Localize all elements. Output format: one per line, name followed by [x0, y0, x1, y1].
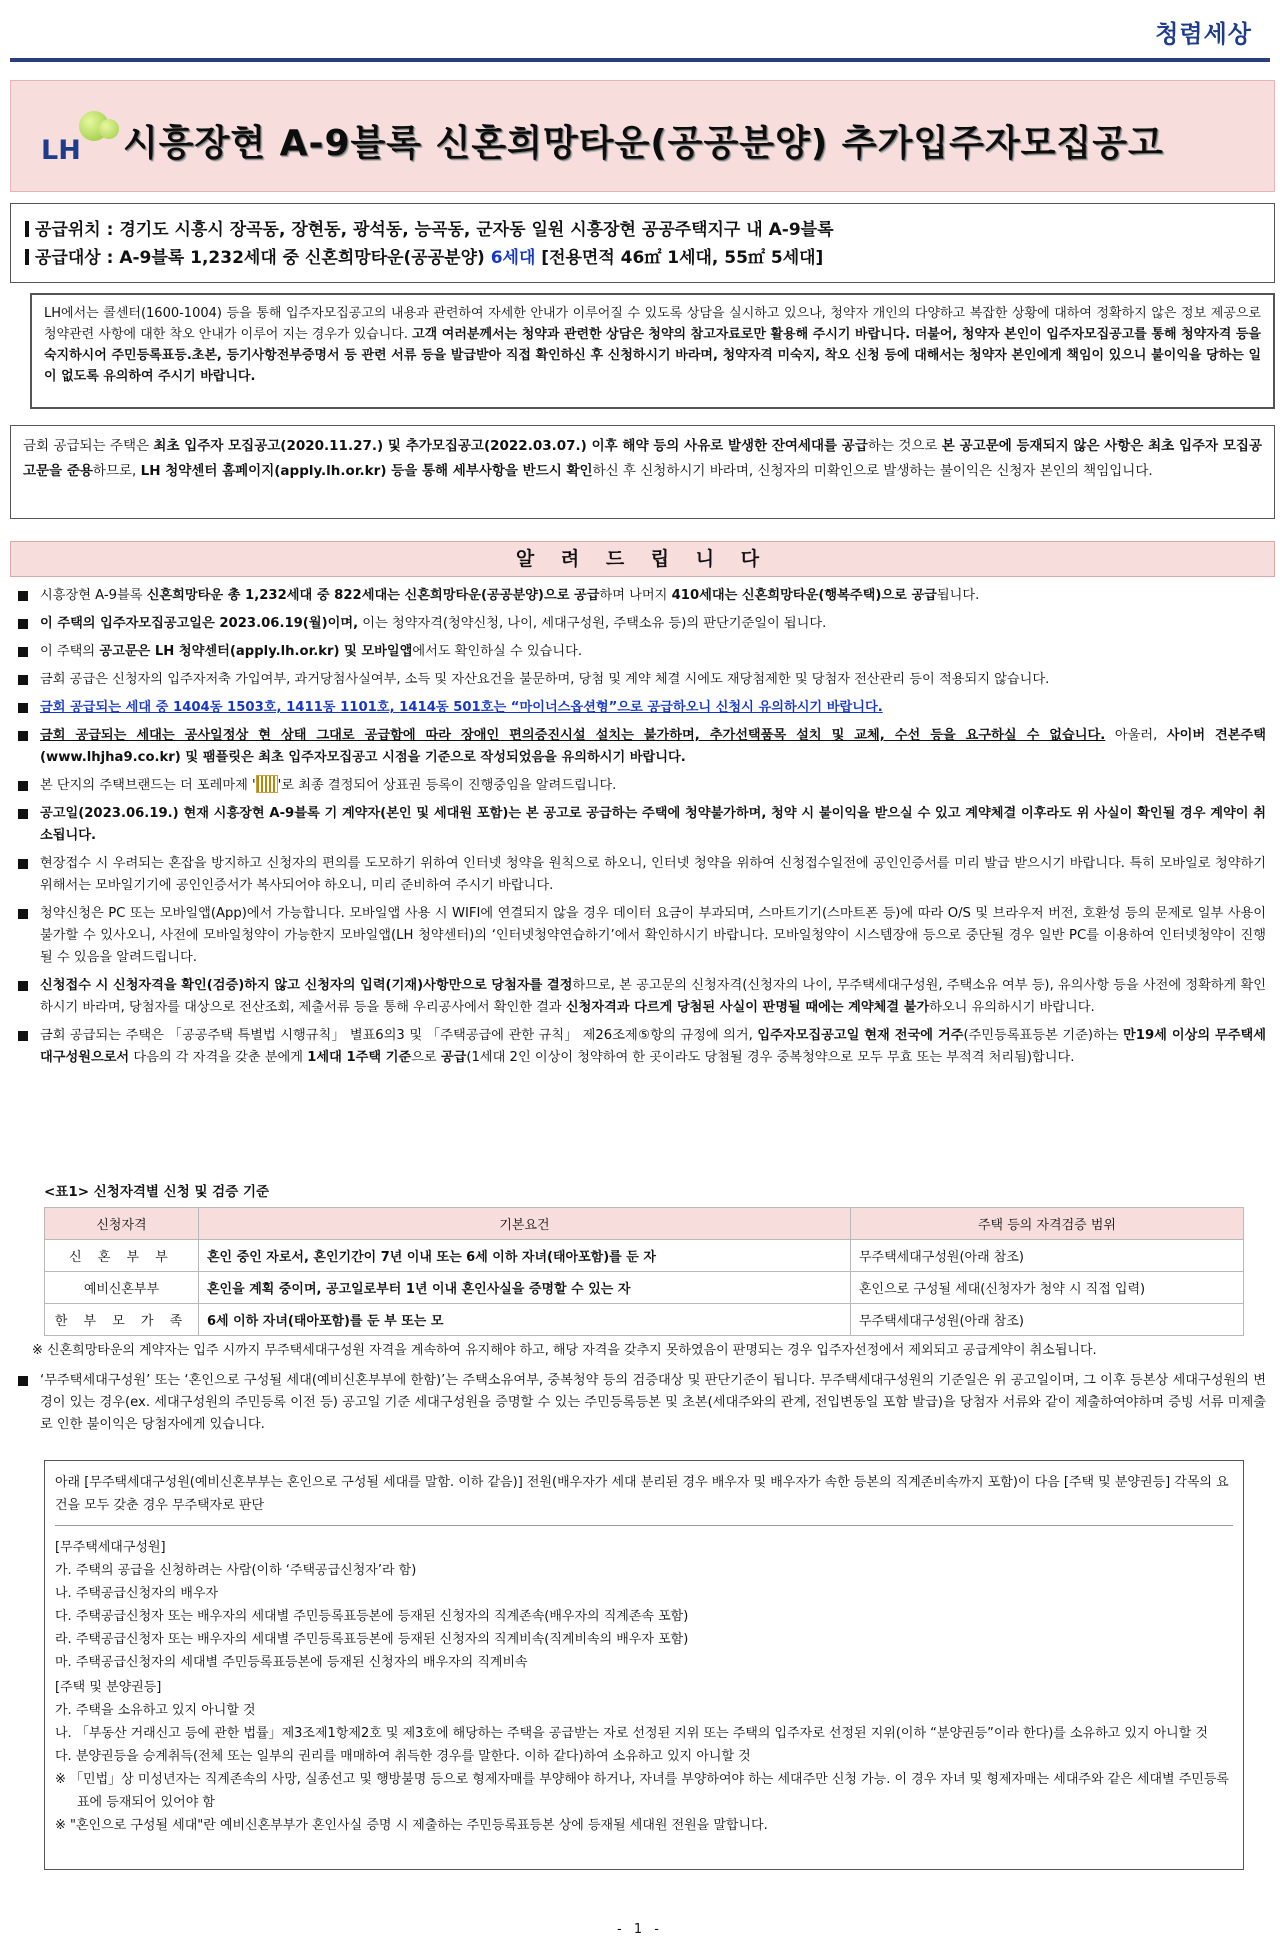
table-header: 주택 등의 자격검증 범위: [851, 1208, 1244, 1240]
list-item: 나. 「부동산 거래신고 등에 관한 법률」제3조제1항제2호 및 제3호에 해당하는 주택을 공급받는 자로 선정된 지위 또는 주택의 입주자로 선정된 지위(이하 “분양권등”이라 한다)를 소유하고 있지 아니할 것: [55, 1726, 1208, 1741]
list-item: 이 주택의 공고문은 LH 청약센터(apply.lh.or.kr) 및 모바일앱에서도 확인하실 수 있습니다.: [16, 641, 1266, 663]
table-header-row: [45, 1208, 1244, 1240]
list-item: ‘무주택세대구성원’ 또는 ‘혼인으로 구성될 세대(예비신혼부부에 한함)’는 주택소유여부, 중복청약 등의 검증대상 및 판단기준이 됩니다. 무주택세대구성원의 기준일은 위 공고일이며, 그 이후 등본상 세대구성원의 변경이 있는 경우(ex. 세대구성원의 주민등록 이전 등) 공고일 기준 세대구성원을 증명할 수 있는 주민등록등본 및 초본(세대주와의 관계, 전입변동일 포함 발급)을 당첨자 서류와 같이 제출하여야하며 증빙 서류 미제출로 인한 불이익은 당첨자에게 있습니다.: [16, 1370, 1266, 1436]
list-item: 현장접수 시 우려되는 혼잡을 방지하고 신청자의 편의를 도모하기 위하여 인터넷 청약을 원칙으로 하오니, 인터넷 청약을 위하여 신청접수일전에 공인인증서를 미리 발급 받으시기 바랍니다. 특히 모바일로 청약하기 위해서는 모바일기기에 공인인증서가 복사되어야 하오니, 미리 준비하여 주시기 바랍니다.: [16, 853, 1266, 897]
table-cell: 무주택세대구성원(아래 참조): [851, 1304, 1244, 1336]
list-item: 다. 분양권등을 승계취득(전체 또는 일부의 권리를 매매하여 취득한 경우를 말한다. 이하 같다)하여 소유하고 있지 아니할 것: [55, 1749, 751, 1764]
table-cell: 혼인으로 구성될 세대(신청자가 청약 시 직접 입력): [851, 1272, 1244, 1304]
table-cell: 한 부 모 가 족: [45, 1304, 199, 1336]
square-bullet-icon: [18, 675, 28, 685]
brand-logo-icon: [256, 775, 278, 793]
list-item: 시흥장현 A-9블록 신혼희망타운 총 1,232세대 중 822세대는 신혼희망타운(공공분양)으로 공급하며 나머지 410세대는 신혼희망타운(행복주택)으로 공급됩니다.: [16, 585, 1266, 607]
list-item: 가. 주택의 공급을 신청하려는 사람(이하 ‘주택공급신청자’라 함): [55, 1563, 417, 1578]
list-item-minus-option: 금회 공급되는 세대 중 1404동 1503호, 1411동 1101호, 1414동 501호는 “마이너스옵션형”으로 공급하오니 신청시 유의하시기 바랍니다.: [16, 697, 1266, 719]
list-item: 라. 주택공급신청자 또는 배우자의 세대별 주민등록표등본에 등재된 신청자의 직계비속(직계비속의 배우자 포함): [55, 1632, 689, 1647]
list-item: 본 단지의 주택브랜드는 더 포레마제 ' '로 최종 결정되어 상표권 등록이 진행중임을 알려드립니다.: [16, 775, 1266, 797]
lh-logo-leaf-small-icon: [99, 119, 119, 139]
table-header: 신청자격: [45, 1208, 199, 1240]
bullet-bar-icon: [25, 249, 29, 265]
list-item: 나. 주택공급신청자의 배우자: [55, 1586, 219, 1601]
announcement-heading: 알 려 드 립 니 다: [10, 541, 1275, 577]
table-cell: 6세 이하 자녀(태아포함)를 둔 부 또는 모: [199, 1304, 851, 1336]
table-row: [45, 1240, 1244, 1272]
table-header: 기본요건: [199, 1208, 851, 1240]
announcement-list: [16, 585, 1266, 1075]
footnote: ※ "혼인으로 구성될 세대"란 예비신혼부부가 혼인사실 증명 시 제출하는 주민등록표등본 상에 등재될 세대원 전원을 말합니다.: [55, 1818, 768, 1833]
page-title: 시흥장현 A-9블록 신혼희망타운(공공분양) 추가입주자모집공고: [123, 123, 1164, 164]
list-item: 금회 공급은 신청자의 입주자저축 가입여부, 과거당첨사실여부, 소득 및 자산요건을 불문하며, 당첨 및 계약 체결 시에도 재당첨제한 및 당첨자 전산관리 등이 적용되지 않습니다.: [16, 669, 1266, 691]
square-bullet-icon: [18, 647, 28, 657]
footnote: ※ 「민법」상 미성년자는 직계존속의 사망, 실종선고 및 행방불명 등으로 형제자매를 부양해야 하거나, 자녀를 부양하여야 하는 세대주만 신청 가능. 이 경우 자녀 및 형제자매는 세대주와 같은 세대별 주민등록표에 등재되어 있어야 함: [55, 1772, 1229, 1810]
list-item: 신청접수 시 신청자격을 확인(검증)하지 않고 신청자의 입력(기재)사항만으로 당첨자를 결정하므로, 본 공고문의 신청자격(신청자의 나이, 무주택세대구성원, 주택소유 여부 등), 유의사항 등을 사전에 정확하게 확인하시기 바라며, 당첨자를 대상으로 전산조회, 제출서류 등을 통해 우리공사에서 확인한 결과 신청자격과 다르게 당첨된 사실이 판명될 때에는 계약체결 불가하오니 유의하시기 바랍니다.: [16, 975, 1266, 1019]
square-bullet-icon: [18, 1376, 28, 1386]
page-number: - 1 -: [617, 1922, 663, 1937]
square-bullet-icon: [18, 1031, 28, 1041]
consultation-notice: LH에서는 콜센터(1600-1004) 등을 통해 입주자모집공고의 내용과 관련하여 자세한 안내가 이루어질 수 있도록 상담을 실시하고 있으나, 청약자 개인의 다양하고 복잡한 상황에 대하여 정확하지 않은 정보 제공으로 청약관련 사항에 대한 착오 안내가 이루어 지는 경우가 있습니다. 고객 여러분께서는 청약과 관련한 상담은 청약의 참고자료로만 활용해 주시기 바랍니다. 더불어, 청약자 본인이 입주자모집공고를 통해 청약자격 등을 숙지하시어 주민등록표등.초본, 등기사항전부증명서 등 관련 서류 등을 발급받아 직접 확인하신 후 신청하시기 바라며, 청약자격 미숙지, 착오 신청 등에 대해서는 청약자 본인에게 책임이 있으니 불이익을 당하는 일이 없도록 유의하여 주시기 바랍니다.: [30, 293, 1275, 409]
table-row: [45, 1272, 1244, 1304]
square-bullet-icon: [18, 909, 28, 919]
remaining-units-notice: 금회 공급되는 주택은 최초 입주자 모집공고(2020.11.27.) 및 추가모집공고(2022.03.07.) 이후 해약 등의 사유로 발생한 잔여세대를 공급하는 것으로 본 공고문에 등재되지 않은 사항은 최초 입주자 모집공고문을 준용하므로, LH 청약센터 홈페이지(apply.lh.or.kr) 등을 통해 세부사항을 반드시 확인하신 후 신청하시기 바라며, 신청자의 미확인으로 발생하는 불이익은 신청자 본인의 책임입니다.: [10, 425, 1275, 519]
header-rule: [10, 58, 1270, 62]
section-heading: [무주택세대구성원]: [55, 1540, 166, 1555]
list-item: 공고일(2023.06.19.) 현재 시흥장현 A-9블록 기 계약자(본인 및 세대원 포함)는 본 공고로 공급하는 주택에 청약불가하며, 청약 시 불이익을 받으실 수 있고 계약체결 이후라도 위 사실이 확인될 경우 계약이 취소됩니다.: [16, 803, 1266, 847]
bullet-bar-icon: [25, 221, 29, 237]
table-cell: 신 혼 부 부: [45, 1240, 199, 1272]
lh-logo: [41, 109, 119, 169]
square-bullet-icon: [18, 809, 28, 819]
square-bullet-icon: [18, 731, 28, 741]
list-item: 마. 주택공급신청자의 세대별 주민등록표등본에 등재된 신청자의 배우자의 직계비속: [55, 1655, 528, 1670]
supply-location: 공급위치 : 경기도 시흥시 장곡동, 장현동, 광석동, 능곡동, 군자동 일원 시흥장현 공공주택지구 내 A-9블록: [25, 216, 1260, 244]
title-banner: [10, 80, 1275, 192]
table-title: <표1> 신청자격별 신청 및 검증 기준: [44, 1184, 270, 1200]
square-bullet-icon: [18, 981, 28, 991]
contract-holder-note: ※ 신혼희망타운의 계약자는 입주 시까지 무주택세대구성원 자격을 계속하여 유지해야 하고, 해당 자격을 갖추지 못하였음이 판명되는 경우 입주자선정에서 제외되고 공급계약이 취소됩니다.: [32, 1343, 1097, 1358]
square-bullet-icon: [18, 859, 28, 869]
homeless-definition-box: [44, 1460, 1244, 1870]
list-item: 금회 공급되는 주택은 「공공주택 특별법 시행규칙」 별표6의3 및 「주택공급에 관한 규칙」 제26조제⑤항의 규정에 의거, 입주자모집공고일 현재 전국에 거주(주민등록표등본 기준)하는 만19세 이상의 무주택세대구성원으로서 다음의 각 자격을 갖춘 분에게 1세대 1주택 기준으로 공급(1세대 2인 이상이 청약하여 한 곳이라도 당첨될 경우 중복청약으로 모두 무효 또는 부적격 처리됨)합니다.: [16, 1025, 1266, 1069]
table-cell: 무주택세대구성원(아래 참조): [851, 1240, 1244, 1272]
table-cell: 예비신혼부부: [45, 1272, 199, 1304]
list-item: 이 주택의 입주자모집공고일은 2023.06.19(월)이며, 이는 청약자격(청약신청, 나이, 세대구성원, 주택소유 등)의 판단기준일이 됩니다.: [16, 613, 1266, 635]
eligibility-table: [44, 1207, 1244, 1336]
household-criteria-list: [16, 1370, 1266, 1442]
clean-world-logo: 청렴세상: [1155, 19, 1252, 48]
table-cell: 혼인을 계획 중이며, 공고일로부터 1년 이내 혼인사실을 증명할 수 있는 자: [199, 1272, 851, 1304]
list-item: 청약신청은 PC 또는 모바일앱(App)에서 가능합니다. 모바일앱 사용 시 WIFI에 연결되지 않을 경우 데이터 요금이 부과되며, 스마트기기(스마트폰 등)에 따라 O/S 및 브라우저 버전, 호환성 등의 문제로 일부 사용이 불가할 수 있사오니, 사전에 모바일청약이 가능한지 모바일앱(LH 청약센터)의 ‘인터넷청약연습하기’에서 확인하시기 바랍니다. 모바일청약이 시스템장애 등으로 중단될 경우 일반 PC를 이용하여 인터넷청약이 진행될 수 있음을 알려드립니다.: [16, 903, 1266, 969]
list-item: 가. 주택을 소유하고 있지 아니할 것: [55, 1703, 256, 1718]
table-cell: 혼인 중인 자로서, 혼인기간이 7년 이내 또는 6세 이하 자녀(태아포함)를 둔 자: [199, 1240, 851, 1272]
square-bullet-icon: [18, 591, 28, 601]
definition-lead: 아래 [무주택세대구성원(예비신혼부부는 혼인으로 구성될 세대를 말함. 이하 같음)] 전원(배우자가 세대 분리된 경우 배우자 및 배우자가 속한 등본의 직계존비속까지 포함)이 다음 [주택 및 분양권등] 각목의 요건을 모두 갖춘 경우 무주택자로 판단: [55, 1471, 1233, 1526]
square-bullet-icon: [18, 703, 28, 713]
table-row: [45, 1304, 1244, 1336]
square-bullet-icon: [18, 619, 28, 629]
section-heading: [주택 및 분양권등]: [55, 1680, 162, 1695]
supply-target: 공급대상 : A-9블록 1,232세대 중 신혼희망타운(공공분양) 6세대 [전용면적 46㎡ 1세대, 55㎡ 5세대]: [25, 244, 1260, 272]
supply-info-box: [10, 203, 1275, 283]
list-item: 금회 공급되는 세대는 공사일정상 현 상태 그대로 공급함에 따라 장애인 편의증진시설 설치는 불가하며, 추가선택품목 설치 및 교체, 수선 등을 요구하실 수 없습니다. 아울러, 사이버 견본주택(www.lhjha9.co.kr) 및 팸플릿은 최초 입주자모집공고 시점을 기준으로 작성되었음을 유의하시기 바랍니다.: [16, 725, 1266, 769]
list-item: 다. 주택공급신청자 또는 배우자의 세대별 주민등록표등본에 등재된 신청자의 직계존속(배우자의 직계존속 포함): [55, 1609, 689, 1624]
lh-logo-text: LH: [41, 135, 81, 166]
square-bullet-icon: [18, 781, 28, 791]
